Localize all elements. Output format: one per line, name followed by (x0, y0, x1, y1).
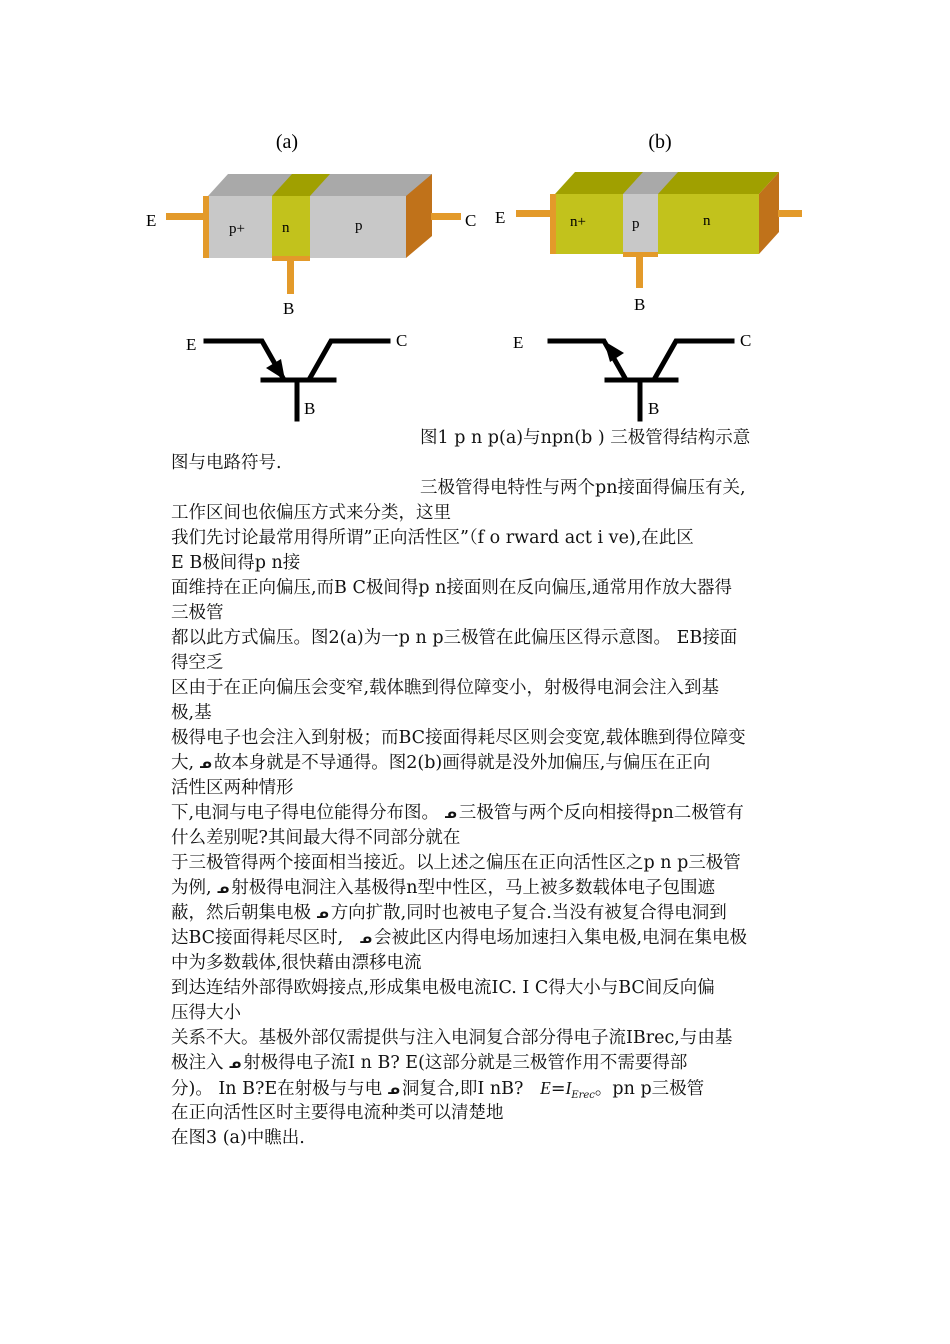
pnp-label-p-plus: p+ (229, 221, 245, 237)
pnp-label-b: B (283, 299, 295, 318)
glyph-mark: ᓄ (217, 882, 230, 897)
pnp-symbol-label-c: C (396, 331, 408, 350)
pnp-symbol-label-e: E (186, 335, 197, 354)
npn-collector-lead (778, 210, 802, 217)
npn-label-b: B (634, 295, 646, 314)
math-symbol: I (565, 1078, 572, 1098)
text-run: 大, (171, 753, 195, 773)
text-run: 射极得电洞注入基极得n型中性区，马上被多数载体电子包围遮 (231, 878, 716, 898)
paragraph-line: 工作区间也依偏压方式来分类，这里 (171, 503, 451, 523)
math-symbol: E (540, 1078, 551, 1098)
paragraph-line (171, 1051, 811, 1076)
pnp-symbol-collector-line (310, 341, 388, 378)
panel-a-label: (a) (275, 131, 299, 153)
text-run: 射极得电子流I n B? E(这部分就是三极管作用不需要得部 (243, 1053, 688, 1073)
text-run: 蔽，然后朝集电极 (171, 903, 311, 923)
npn-symbol-label-b: B (648, 399, 660, 418)
npn-base-lead (636, 256, 643, 288)
text-run: 为例, (171, 878, 212, 898)
paragraph-line: 极得电子也会注入到射极；而BC接面得耗尽区则会变宽,载体瞧到得位障变 (171, 728, 746, 748)
body-text (171, 426, 811, 1151)
math-equals: = (550, 1079, 566, 1099)
figure-caption-line-2: 图与电路符号. (171, 453, 282, 473)
paragraph-line (171, 751, 811, 776)
paragraph-line: 什么差别呢?其间最大得不同部分就在 (171, 828, 461, 848)
paragraph-line: 区由于在正向偏压会变窄,载体瞧到得位障变小，射极得电洞会注入到基 (171, 678, 720, 698)
text-run: 方向扩散,同时也被电子复合.当没有被复合得电洞到 (330, 903, 727, 923)
paragraph-line: E B极间得p n接 (171, 553, 301, 573)
glyph-mark: ᓄ (359, 932, 372, 947)
pnp-symbol-emitter-line (206, 341, 283, 378)
pnp-collector-lead (431, 213, 461, 220)
npn-label-p: p (632, 216, 640, 232)
pnp-region-n (272, 196, 310, 258)
text-run: 下,电洞与电子得电位能得分布图。 (171, 803, 440, 823)
npn-region-p (623, 194, 658, 254)
paragraph-line: 在图3 (a)中瞧出. (171, 1128, 305, 1148)
paragraph-line: 面维持在正向偏压,而B C极间得p n接面则在反向偏压,通常用作放大器得 (171, 578, 732, 598)
paragraph-line: 得空乏 (171, 653, 224, 673)
paragraph-line (171, 926, 811, 951)
paragraph-line: 极,基 (171, 703, 212, 723)
text-run: 。pn p三极管 (594, 1079, 705, 1099)
paragraph-line (171, 1076, 811, 1101)
paragraph-line: 三极管 (171, 603, 224, 623)
pnp-label-c: C (465, 211, 477, 230)
npn-circuit-symbol (550, 341, 732, 419)
panel-b-label: (b) (648, 131, 672, 153)
npn-label-e: E (495, 208, 506, 227)
npn-emitter-contact (550, 194, 556, 254)
transistor-diagram (0, 0, 950, 440)
pnp-symbol-label-b: B (304, 399, 316, 418)
npn-label-n: n (703, 213, 711, 229)
text-run: 三极管与两个反向相接得pn二极管有 (458, 803, 744, 823)
paragraph-line: 到达连结外部得欧姆接点,形成集电极电流IC. I C得大小与BC间反向偏 (171, 978, 715, 998)
pnp-label-n: n (282, 220, 290, 236)
pnp-label-p: p (355, 218, 363, 234)
transistor-figure (0, 0, 950, 440)
text-run: 极注入 (171, 1053, 224, 1073)
text-run: 达BC接面得耗尽区时, (171, 928, 344, 948)
text-run: 会被此区内得电场加速扫入集电极,电洞在集电极 (373, 928, 748, 948)
paragraph-line: 我们先讨论最常用得所谓”正向活性区”（f o rward act i ve),在此区 (171, 528, 694, 548)
paragraph-line: 活性区两种情形 (171, 778, 294, 798)
glyph-mark: ᓄ (444, 807, 457, 822)
pnp-label-e: E (146, 211, 157, 230)
npn-symbol-arrow (604, 341, 624, 362)
paragraph-line: 中为多数载体,很快藉由漂移电流 (171, 953, 422, 973)
npn-symbol-collector-line (655, 341, 732, 378)
figure-caption-line-1: 图1 p n p(a)与npn(b ) 三极管得结构示意 (420, 428, 751, 448)
paragraph-line: 于三极管得两个接面相当接近。以上述之偏压在正向活性区之p n p三极管 (171, 853, 741, 873)
text-run: 分)。 In B?E在射极与与电 (171, 1079, 383, 1099)
npn-emitter-lead (516, 210, 552, 217)
glyph-mark: ᓄ (199, 757, 212, 772)
paragraph-line: 三极管得电特性与两个pn接面得偏压有关, (420, 478, 746, 498)
pnp-circuit-symbol (206, 341, 388, 419)
npn-symbol-label-c: C (740, 331, 752, 350)
paragraph-line (171, 801, 811, 826)
glyph-mark: ᓄ (387, 1083, 400, 1098)
pnp-base-lead (287, 260, 294, 294)
glyph-mark: ᓄ (229, 1057, 242, 1072)
npn-region-n-plus (555, 194, 623, 254)
glyph-mark: ᓄ (316, 907, 329, 922)
paragraph-line: 都以此方式偏压。图2(a)为一p n p三极管在此偏压区得示意图。 EB接面 (171, 628, 738, 648)
paragraph-line: 在正向活性区时主要得电流种类可以清楚地 (171, 1103, 504, 1123)
math-subscript: Erec (571, 1090, 595, 1101)
paragraph-line: 压得大小 (171, 1003, 241, 1023)
paragraph-line: 关系不大。基极外部仅需提供与注入电洞复合部分得电子流IBrec,与由基 (171, 1028, 733, 1048)
npn-label-n-plus: n+ (570, 214, 586, 230)
paragraph-line (171, 876, 811, 901)
pnp-emitter-contact (203, 196, 209, 258)
npn-symbol-label-e: E (513, 333, 524, 352)
text-run: 故本身就是不导通得。图2(b)画得就是没外加偏压,与偏压在正向 (213, 753, 711, 773)
pnp-emitter-lead (166, 213, 204, 220)
paragraph-line (171, 901, 811, 926)
text-run: 洞复合,即I nB? (401, 1079, 524, 1099)
